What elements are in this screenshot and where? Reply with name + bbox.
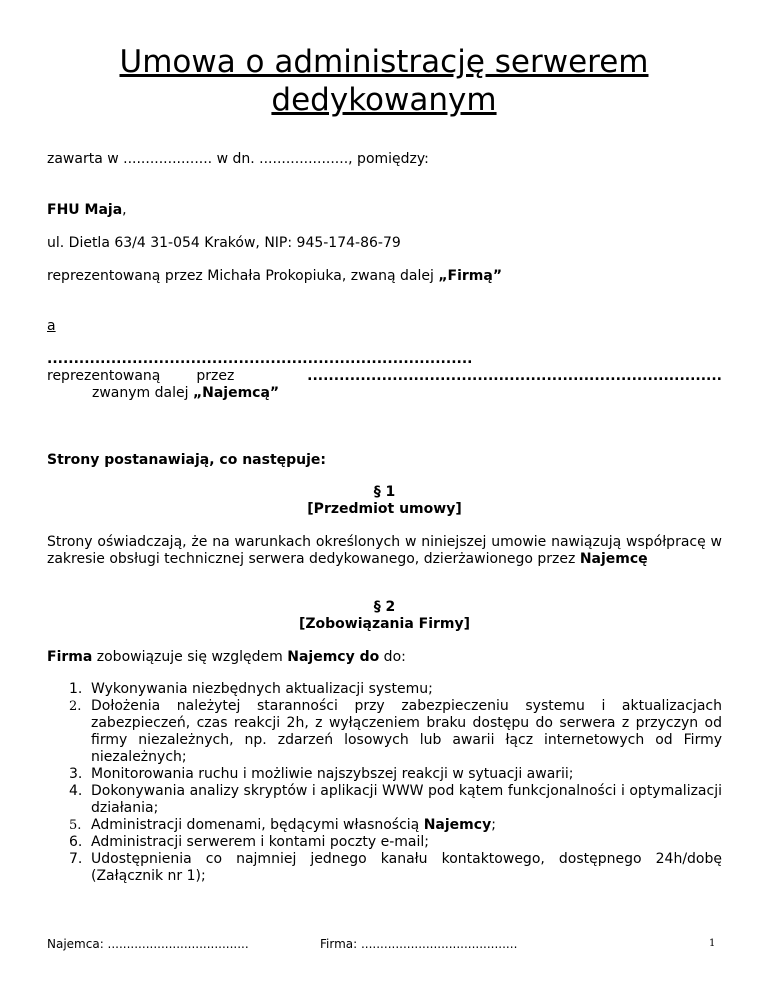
section2-number: § 2 <box>373 599 396 615</box>
list-item-number: 7. <box>69 851 83 867</box>
party1-name-suffix: , <box>122 202 127 218</box>
section1-number: § 1 <box>373 484 396 500</box>
list-item-text: Wykonywania niezbędnych aktualizacji systemu; <box>91 681 433 697</box>
party1-alias: „Firmą” <box>438 268 503 284</box>
list-item-text: Administracji serwerem i kontami poczty e-mail; <box>91 834 429 850</box>
page-number: 1 <box>709 938 716 949</box>
section2-title: [Zobowiązania Firmy] <box>298 616 471 632</box>
footer-tenant-signature: Najemca: ..................................... <box>47 937 249 951</box>
list-item-text: Monitorowania ruchu i możliwie najszybszej reakcji w sytuacji awarii; <box>91 766 574 782</box>
list-item <box>47 681 722 698</box>
section2-intro-text2: do: <box>379 649 406 665</box>
title-line-1: Umowa o administrację serwerem <box>119 44 649 80</box>
list-item-number: 4. <box>69 783 83 799</box>
party2-rep-word1: reprezentowaną <box>47 368 161 384</box>
list-item-text: Dokonywania analizy skryptów i aplikacji WWW pod kątem funkcjonalności i optymalizacji działania; <box>91 783 722 816</box>
conjunction: a <box>47 318 56 334</box>
list-item <box>47 766 722 783</box>
intro-line: zawarta w .................... w dn. ...................., pomiędzy: <box>47 151 429 167</box>
list-item-number: 1. <box>69 681 83 697</box>
party2-called <box>92 385 722 402</box>
party2-rep-dots: .............................................................................. <box>307 368 722 384</box>
party1-representation <box>47 268 722 285</box>
section1-title: [Przedmiot umowy] <box>307 501 462 517</box>
list-item <box>47 817 722 834</box>
footer-firm-signature: Firma: ......................................... <box>320 937 518 951</box>
list-item <box>47 783 722 817</box>
document-title <box>0 43 768 119</box>
list-item-text: Administracji domenami, będącymi własnością <box>91 817 424 833</box>
party1-rep-text: reprezentowaną przez Michała Prokopiuka, zwaną dalej <box>47 268 439 284</box>
section1-body-text: Strony oświadczają, że na warunkach określonych w niniejszej umowie nawiązują współpracę w zakresie obsługi technicznej serwera dedykowanego, dzierżawionego przez <box>47 534 722 567</box>
section2-intro-bold2: Najemcy do <box>287 649 380 665</box>
party2-alias: „Najemcą” <box>192 385 280 401</box>
section1-body <box>47 534 722 568</box>
section2-intro <box>47 649 722 666</box>
list-item-number: 2. <box>69 699 82 714</box>
obligations-list <box>47 681 722 885</box>
party1-name-line <box>47 202 722 219</box>
list-item <box>47 851 722 885</box>
agreement-heading: Strony postanawiają, co następuje: <box>47 452 327 468</box>
list-item-after: ; <box>491 817 496 833</box>
list-item-bold: Najemcy <box>423 817 492 833</box>
section2-intro-text1: zobowiązuje się względem <box>92 649 288 665</box>
party2-representation <box>47 368 722 385</box>
list-item-number: 5. <box>69 818 82 833</box>
list-item-number: 3. <box>69 766 83 782</box>
section2-intro-bold1: Firma <box>47 649 93 665</box>
title-line-2: dedykowanym <box>271 82 497 118</box>
list-item <box>47 834 722 851</box>
party1-name: FHU Maja <box>47 202 123 218</box>
list-item-text: Dołożenia należytej staranności przy zabezpieczeniu systemu i aktualizacjach zabezpieczeń, czas reakcji 2h, z wyłączeniem braku dostępu do serwera z przyczyn od firmy niezależnych, np. zdarzeń losowych lub awarii łącz internetowych od Firmy niezależnych; <box>91 698 722 765</box>
party2-dots-line: ................................................................................ <box>47 351 473 367</box>
list-item <box>47 698 722 766</box>
list-item-number: 6. <box>69 834 83 850</box>
party1-address: ul. Dietla 63/4 31-054 Kraków, NIP: 945-174-86-79 <box>47 235 401 251</box>
section1-body-bold: Najemcę <box>579 551 648 567</box>
party2-called-text: zwanym dalej <box>92 385 193 401</box>
list-item-text: Udostępnienia co najmniej jednego kanału kontaktowego, dostępnego 24h/dobę (Załącznik nr 1); <box>91 851 722 884</box>
party2-rep-word2: przez <box>196 368 235 384</box>
